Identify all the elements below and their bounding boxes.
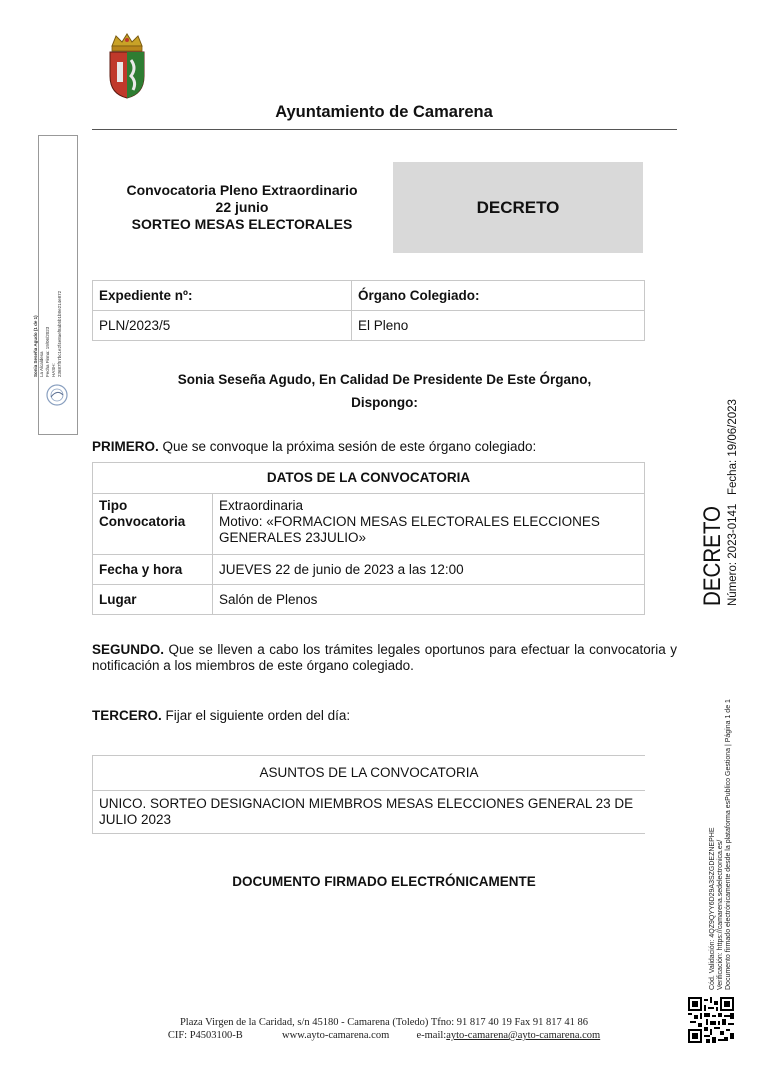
tercero-text: Fijar el siguiente orden del día:: [161, 708, 351, 723]
tipo-value: [213, 494, 645, 555]
page-footer: [0, 1016, 768, 1042]
table-row: [93, 311, 645, 341]
table-row: [93, 585, 645, 615]
footer-address: Plaza Virgen de la Caridad, s/n 45180 - Camarena (Toledo) Tfno: 91 817 40 19 Fax 91 817 41 86: [179, 1017, 589, 1028]
tipo-value-line-2: Motivo: «FORMACION MESAS ELECTORALES ELECCIONES GENERALES 23JULIO»: [219, 514, 600, 545]
tercero-label: TERCERO.: [92, 708, 162, 723]
footer-web-link[interactable]: www.ayto-camarena.com: [282, 1030, 390, 1041]
tercero-paragraph: [92, 708, 677, 724]
table-row: [93, 281, 645, 311]
signature-text: [33, 289, 75, 377]
primero-label: PRIMERO.: [92, 439, 159, 454]
signature-line-2: La Alcaldesa: [39, 351, 44, 377]
margin-decreto-stamp: [700, 390, 748, 606]
table-row: [93, 555, 645, 585]
convocatoria-line-1: Convocatoria Pleno Extraordinario: [126, 182, 358, 198]
asuntos-title: ASUNTOS DE LA CONVOCATORIA: [93, 756, 646, 791]
municipal-crest-logo: [106, 32, 148, 100]
convocatoria-title: [92, 182, 392, 233]
margin-validacion: Cód. Validación: 4QZ9QYY6D29A3SZGDEZNEPHE: [709, 827, 716, 990]
segundo-label: SEGUNDO.: [92, 642, 165, 657]
qr-code-icon: [688, 997, 734, 1043]
signature-line-1: Sonia Seseña Agudo (1 de 1): [33, 315, 38, 377]
table-row: [93, 463, 645, 494]
datos-convocatoria-table: [92, 462, 645, 615]
document-type-box: [393, 162, 643, 253]
table-row: [93, 791, 646, 834]
table-row: [93, 756, 646, 791]
asuntos-table: [92, 755, 645, 834]
organo-value: El Pleno: [352, 311, 645, 341]
presidente-statement: [92, 368, 677, 414]
table-row: [93, 494, 645, 555]
margin-firmado: Documento firmado electrónicamente desde la plataforma esPublico Gestiona | Página 1 de 1: [725, 699, 732, 990]
signature-line-3: Fecha Firma: 19/06/2023: [45, 326, 50, 377]
header-divider: [92, 129, 677, 130]
expediente-value: PLN/2023/5: [93, 311, 352, 341]
segundo-paragraph: [92, 642, 677, 674]
asuntos-item: UNICO. SORTEO DESIGNACION MIEMBROS MESAS ELECCIONES GENERAL 23 DE JULIO 2023: [93, 791, 646, 834]
footer-email-label: e-mail:: [416, 1030, 447, 1041]
datos-title: DATOS DE LA CONVOCATORIA: [93, 463, 645, 494]
margin-fecha: Fecha: 19/06/2023: [727, 399, 739, 495]
document-type-label: DECRETO: [476, 197, 560, 217]
firmado-notice: DOCUMENTO FIRMADO ELECTRÓNICAMENTE: [232, 874, 536, 889]
lugar-label: Lugar: [93, 585, 213, 615]
organization-title: Ayuntamiento de Camarena: [275, 103, 493, 121]
margin-numero: Número: 2023-0141: [727, 503, 739, 606]
margin-validation-info: [700, 668, 742, 998]
tipo-label: Tipo Convocatoria: [93, 494, 213, 555]
margin-decreto-title: DECRETO: [700, 489, 726, 606]
lugar-value: Salón de Plenos: [213, 585, 645, 615]
primero-text: Que se convoque la próxima sesión de este órgano colegiado:: [158, 439, 537, 454]
organo-label: Órgano Colegiado:: [352, 281, 645, 311]
presidente-line-2: Dispongo:: [351, 395, 418, 410]
primero-paragraph: [92, 439, 677, 455]
expediente-label: Expediente nº:: [93, 281, 352, 311]
signature-seal-icon: [45, 383, 69, 407]
margin-verificacion: Verificación: https://camarena.sedelectronica.es/: [717, 839, 724, 990]
convocatoria-line-3: SORTEO MESAS ELECTORALES: [131, 216, 353, 232]
fecha-label: Fecha y hora: [93, 555, 213, 585]
presidente-line-1: Sonia Seseña Agudo, En Calidad De Presidente De Este Órgano,: [177, 372, 592, 387]
fecha-value: JUEVES 22 de junio de 2023 a las 12:00: [213, 555, 645, 585]
expediente-table: [92, 280, 645, 341]
footer-cif: CIF: P4503100-B: [167, 1030, 243, 1041]
tipo-value-line-1: Extraordinaria: [219, 498, 304, 513]
convocatoria-line-2: 22 junio: [215, 199, 269, 215]
footer-contact: [0, 1029, 768, 1042]
segundo-text: Que se lleven a cabo los trámites legales oportunos para efectuar la convocatoria y notificación a los miembros de este órgano colegiado.: [92, 642, 677, 673]
footer-email-link[interactable]: ayto-camarena@ayto-camarena.com: [446, 1030, 601, 1041]
signature-line-4: HASH: 23687f57bc1e2f4e8aef8ab5b1b8e214e872: [51, 290, 62, 377]
